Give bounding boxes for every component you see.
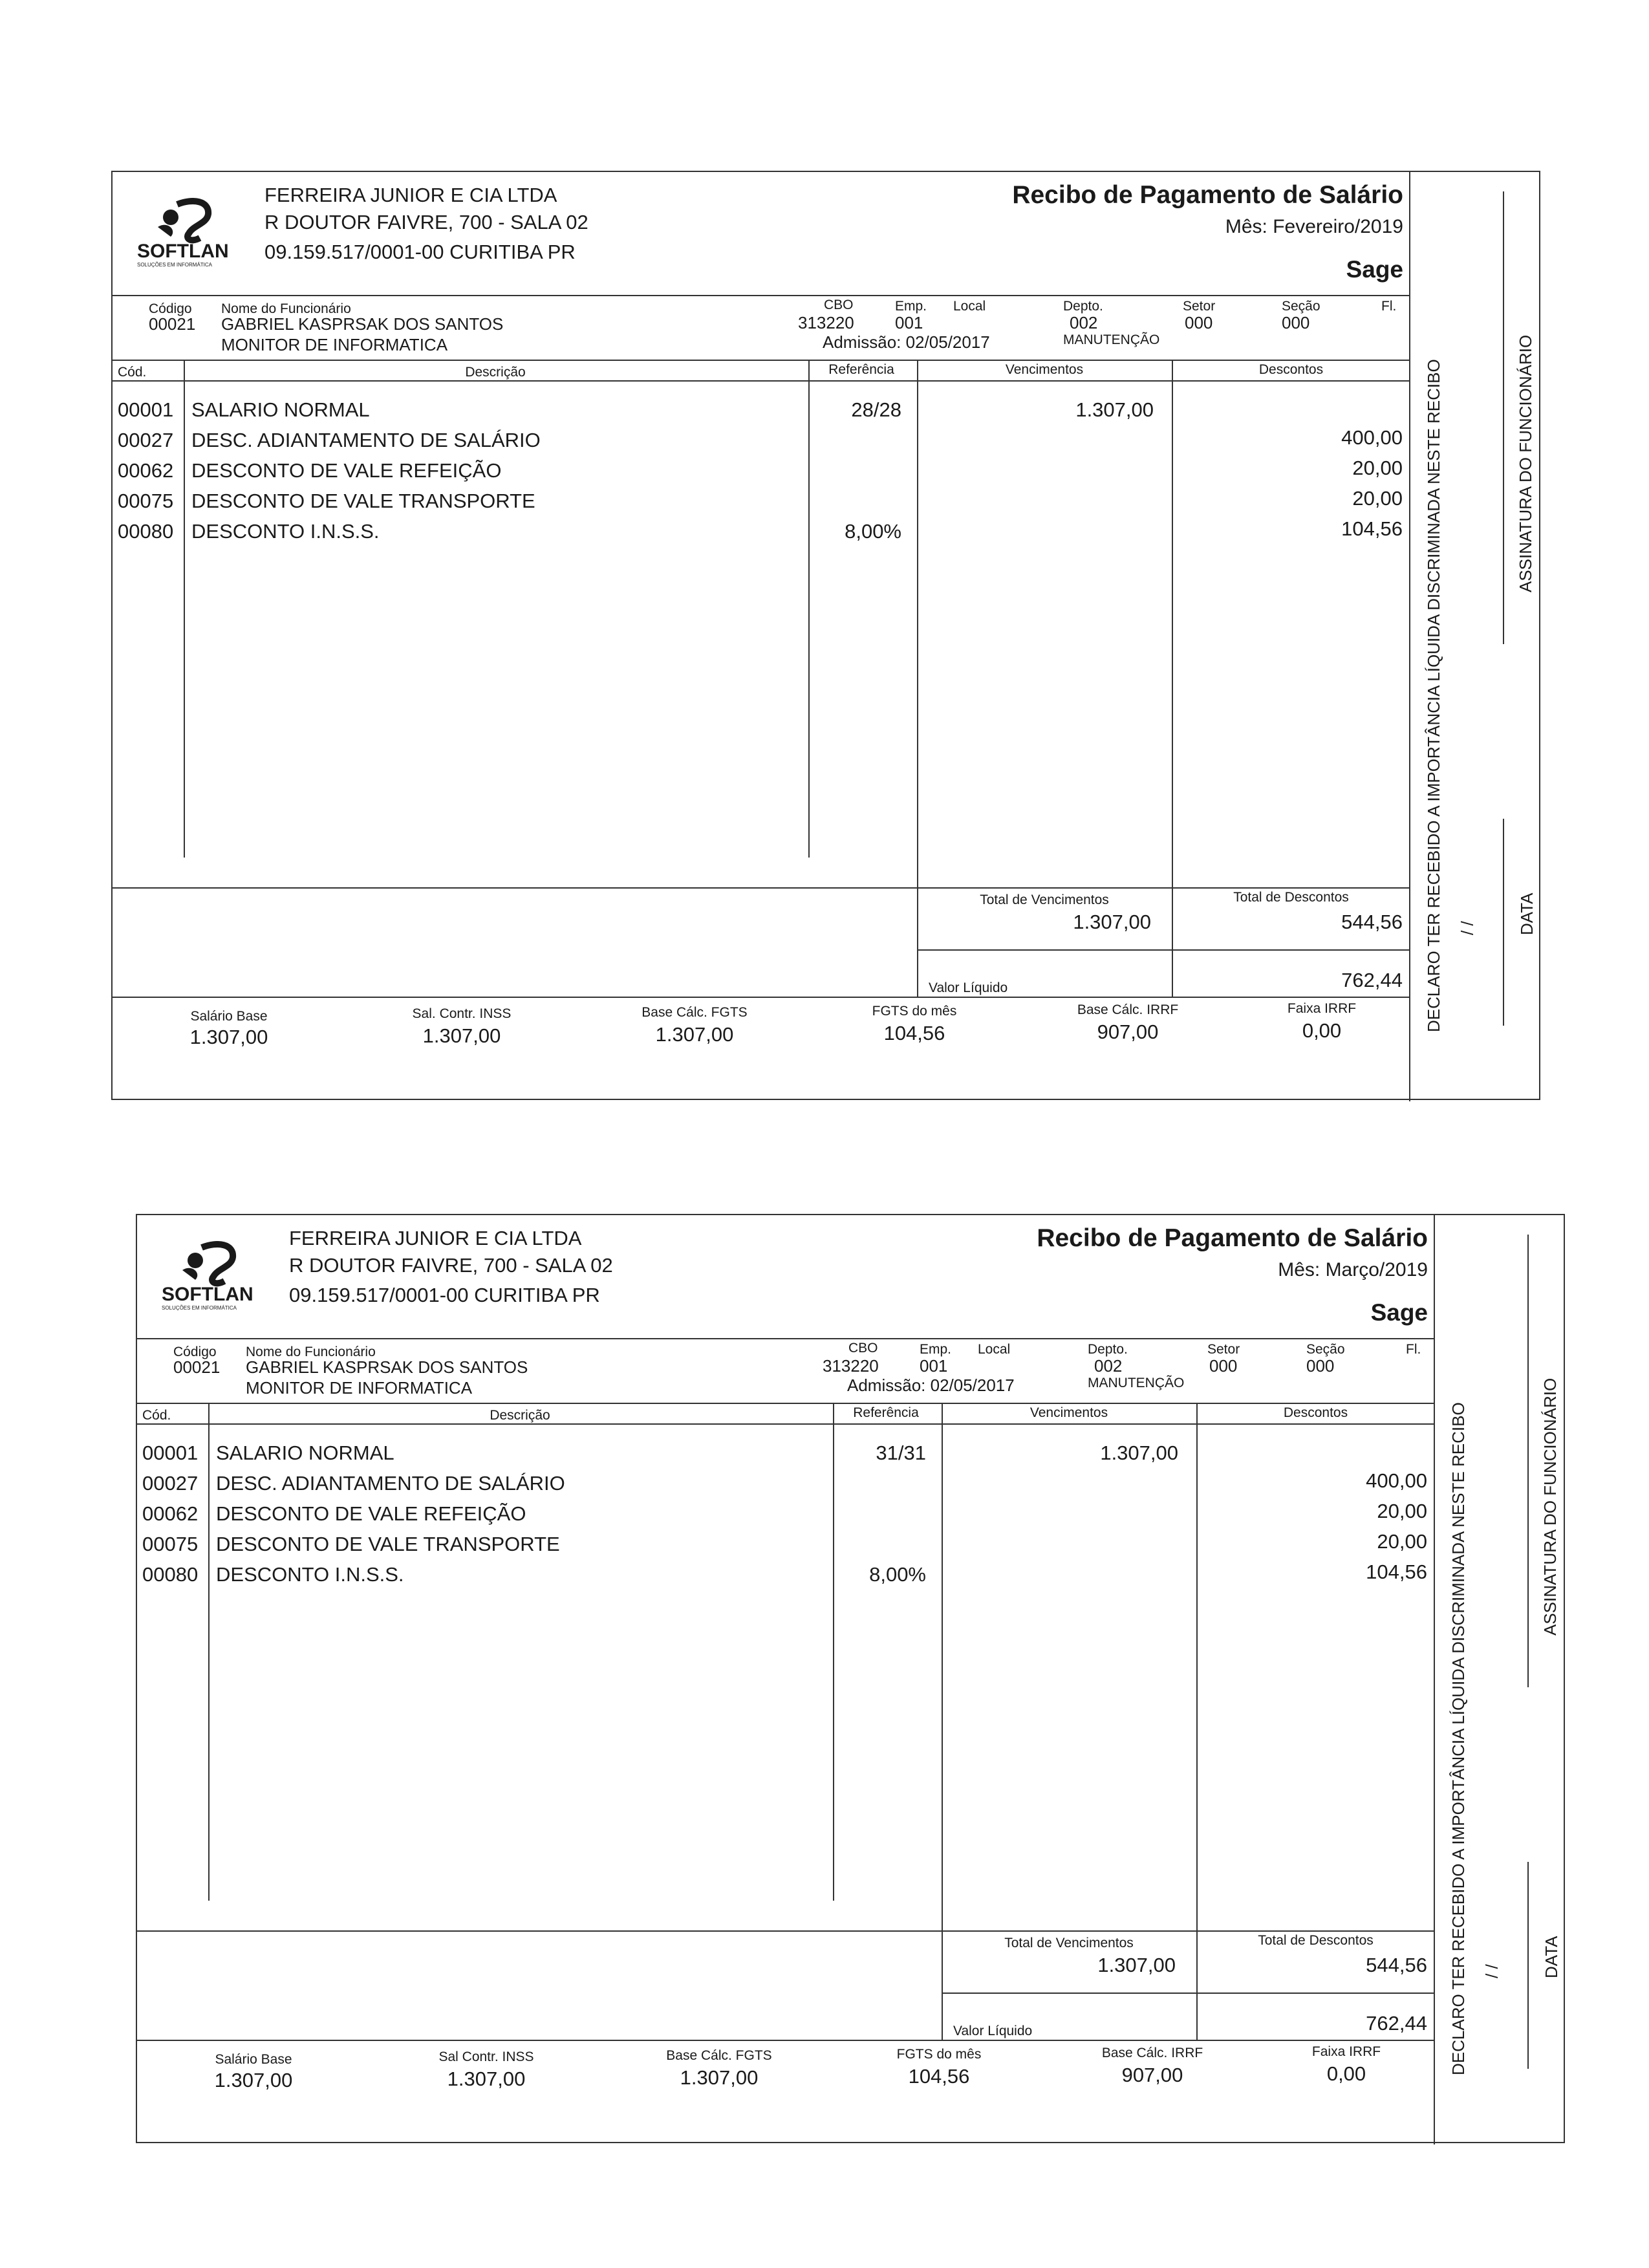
softlan-logo <box>156 1241 273 1312</box>
cbo-label: CBO <box>848 1341 878 1355</box>
svg-text:SOLUÇÕES EM INFORMÁTICA: SOLUÇÕES EM INFORMÁTICA <box>162 1305 237 1311</box>
salario-base-label: Salário Base <box>215 2052 292 2067</box>
item-description: DESCONTO DE VALE TRANSPORTE <box>191 490 535 512</box>
employee-role: MONITOR DE INFORMATICA <box>221 335 448 354</box>
fgts-base-label: Base Cálc. FGTS <box>641 1005 748 1020</box>
faixa-irrf-label: Faixa IRRF <box>1311 2044 1381 2059</box>
item-code: 00075 <box>142 1533 199 1555</box>
item-desconto: 104,56 <box>1366 1561 1427 1583</box>
inss-base-label: Sal. Contr. INSS <box>412 1006 512 1021</box>
col-cod-header: Cód. <box>118 365 147 380</box>
date-slashes: / / <box>1482 1964 1502 1978</box>
employee-signature-label: ASSINATURA DO FUNCIONÁRIO <box>1540 1377 1560 1636</box>
local-label: Local <box>953 299 986 314</box>
col-ref-header: Referência <box>828 362 894 377</box>
company-address: R DOUTOR FAIVRE, 700 - SALA 02 <box>264 211 588 233</box>
emp-value: 001 <box>895 313 923 332</box>
inss-base-value: 1.307,00 <box>447 2068 526 2090</box>
item-code: 00027 <box>142 1472 199 1495</box>
faixa-irrf-value: 0,00 <box>1302 1019 1342 1042</box>
depto-value: 002 <box>1070 313 1098 332</box>
salario-base-value: 1.307,00 <box>214 2069 293 2091</box>
company-name: FERREIRA JUNIOR E CIA LTDA <box>264 184 557 206</box>
depto-value: 002 <box>1094 1356 1123 1376</box>
fgts-base-value: 1.307,00 <box>680 2066 759 2089</box>
reference-month: Mês: Março/2019 <box>1278 1259 1428 1280</box>
col-descontos-header: Descontos <box>1258 362 1324 377</box>
depto-label: Depto. <box>1063 299 1103 314</box>
emp-label: Emp. <box>895 299 927 314</box>
item-vencimento: 1.307,00 <box>1075 398 1154 421</box>
svg-text:SOFTLAN: SOFTLAN <box>137 241 229 262</box>
employee-code: 00021 <box>173 1357 221 1377</box>
item-description: DESCONTO I.N.S.S. <box>216 1563 404 1586</box>
item-code: 00062 <box>118 459 174 482</box>
depto-label: Depto. <box>1088 1342 1128 1357</box>
item-reference: 31/31 <box>876 1442 926 1464</box>
admission-date: Admissão: 02/05/2017 <box>823 332 990 352</box>
salario-base-label: Salário Base <box>190 1009 268 1024</box>
sage-brand: Sage <box>1370 1299 1428 1326</box>
fgts-base-value: 1.307,00 <box>655 1023 734 1046</box>
total-desc-label: Total de Descontos <box>1258 1933 1374 1948</box>
item-reference: 8,00% <box>845 520 901 543</box>
item-code: 00080 <box>118 520 174 543</box>
item-desconto: 20,00 <box>1352 457 1403 479</box>
item-description: DESCONTO DE VALE TRANSPORTE <box>216 1533 560 1555</box>
item-code: 00075 <box>118 490 174 512</box>
irrf-base-label: Base Cálc. IRRF <box>1077 1002 1179 1017</box>
valor-liquido-value: 762,44 <box>1341 969 1403 991</box>
payslip-february <box>111 171 1540 1100</box>
secao-label: Seção <box>1282 299 1320 314</box>
fgts-mes-label: FGTS do mês <box>872 1004 957 1019</box>
item-code: 00001 <box>118 398 174 421</box>
irrf-base-value: 907,00 <box>1097 1021 1159 1043</box>
total-desc-value: 544,56 <box>1341 911 1403 933</box>
secao-label: Seção <box>1306 1342 1345 1357</box>
depto-name: MANUTENÇÃO <box>1088 1376 1185 1390</box>
code-label: Código <box>173 1345 217 1359</box>
date-label: DATA <box>1517 892 1536 935</box>
item-desconto: 400,00 <box>1341 426 1403 449</box>
svg-text:SOLUÇÕES EM INFORMÁTICA: SOLUÇÕES EM INFORMÁTICA <box>137 262 213 268</box>
item-code: 00027 <box>118 429 174 451</box>
employee-name-label: Nome do Funcionário <box>221 301 351 316</box>
receipt-title: Recibo de Pagamento de Salário <box>1012 181 1403 209</box>
irrf-base-label: Base Cálc. IRRF <box>1101 2046 1203 2060</box>
item-code: 00062 <box>142 1502 199 1525</box>
emp-label: Emp. <box>920 1342 952 1357</box>
employee-signature-label: ASSINATURA DO FUNCIONÁRIO <box>1516 334 1535 592</box>
secao-value: 000 <box>1282 313 1310 332</box>
total-desc-value: 544,56 <box>1366 1954 1427 1976</box>
total-venc-label: Total de Vencimentos <box>1004 1936 1134 1950</box>
date-label: DATA <box>1542 1936 1561 1978</box>
item-desconto: 20,00 <box>1377 1500 1427 1522</box>
fgts-base-label: Base Cálc. FGTS <box>666 2048 772 2063</box>
company-cnpj-city: 09.159.517/0001-00 CURITIBA PR <box>264 241 576 263</box>
item-desconto: 20,00 <box>1377 1530 1427 1553</box>
employee-name-label: Nome do Funcionário <box>246 1345 376 1359</box>
item-reference: 28/28 <box>851 398 901 421</box>
receipt-declaration: DECLARO TER RECEBIDO A IMPORTÂNCIA LÍQUIDA DISCRIMINADA NESTE RECIBO <box>1424 359 1443 1032</box>
item-code: 00001 <box>142 1442 199 1464</box>
salario-base-value: 1.307,00 <box>189 1026 268 1048</box>
item-description: SALARIO NORMAL <box>216 1442 394 1464</box>
col-cod-header: Cód. <box>142 1408 171 1423</box>
code-label: Código <box>149 301 192 316</box>
col-desc-header: Descrição <box>490 1408 550 1423</box>
item-description: DESCONTO I.N.S.S. <box>191 520 380 543</box>
depto-name: MANUTENÇÃO <box>1063 332 1160 347</box>
employee-code: 00021 <box>149 314 196 334</box>
employee-name: GABRIEL KASPRSAK DOS SANTOS <box>246 1357 528 1377</box>
item-description: DESCONTO DE VALE REFEIÇÃO <box>216 1502 526 1525</box>
fl-label: Fl. <box>1381 299 1397 314</box>
valor-liquido-label: Valor Líquido <box>953 2024 1033 2038</box>
inss-base-value: 1.307,00 <box>422 1024 501 1047</box>
item-description: DESC. ADIANTAMENTO DE SALÁRIO <box>216 1472 565 1495</box>
svg-text:SOFTLAN: SOFTLAN <box>162 1284 253 1305</box>
company-name: FERREIRA JUNIOR E CIA LTDA <box>289 1227 582 1249</box>
employee-name: GABRIEL KASPRSAK DOS SANTOS <box>221 314 504 334</box>
sage-brand: Sage <box>1346 256 1403 283</box>
item-reference: 8,00% <box>869 1563 926 1586</box>
total-desc-label: Total de Descontos <box>1233 890 1349 905</box>
item-desconto: 400,00 <box>1366 1469 1427 1492</box>
employee-role: MONITOR DE INFORMATICA <box>246 1378 473 1398</box>
cbo-value: 313220 <box>798 313 854 332</box>
fgts-mes-label: FGTS do mês <box>896 2047 982 2062</box>
total-venc-value: 1.307,00 <box>1097 1954 1176 1976</box>
admission-date: Admissão: 02/05/2017 <box>847 1376 1015 1395</box>
irrf-base-value: 907,00 <box>1121 2064 1183 2086</box>
faixa-irrf-value: 0,00 <box>1326 2062 1366 2085</box>
total-venc-label: Total de Vencimentos <box>980 892 1109 907</box>
reference-month: Mês: Fevereiro/2019 <box>1225 216 1403 237</box>
receipt-declaration: DECLARO TER RECEBIDO A IMPORTÂNCIA LÍQUIDA DISCRIMINADA NESTE RECIBO <box>1449 1402 1468 2075</box>
setor-label: Setor <box>1207 1342 1240 1357</box>
valor-liquido-label: Valor Líquido <box>929 980 1008 995</box>
setor-value: 000 <box>1209 1356 1238 1376</box>
total-venc-value: 1.307,00 <box>1073 911 1151 933</box>
fgts-mes-value: 104,56 <box>883 1022 945 1044</box>
fl-label: Fl. <box>1406 1342 1421 1357</box>
valor-liquido-value: 762,44 <box>1366 2012 1427 2035</box>
item-code: 00080 <box>142 1563 199 1586</box>
cbo-label: CBO <box>824 297 854 312</box>
fgts-mes-value: 104,56 <box>908 2065 970 2088</box>
softlan-logo <box>132 198 248 269</box>
inss-base-label: Sal Contr. INSS <box>438 2049 534 2064</box>
col-descontos-header: Descontos <box>1283 1405 1348 1420</box>
company-cnpj-city: 09.159.517/0001-00 CURITIBA PR <box>289 1284 600 1306</box>
item-vencimento: 1.307,00 <box>1100 1442 1178 1464</box>
col-ref-header: Referência <box>853 1405 919 1420</box>
company-address: R DOUTOR FAIVRE, 700 - SALA 02 <box>289 1254 613 1277</box>
emp-value: 001 <box>920 1356 948 1376</box>
item-description: DESC. ADIANTAMENTO DE SALÁRIO <box>191 429 541 451</box>
col-venc-header: Vencimentos <box>1005 362 1084 377</box>
secao-value: 000 <box>1306 1356 1335 1376</box>
col-venc-header: Vencimentos <box>1029 1405 1108 1420</box>
faixa-irrf-label: Faixa IRRF <box>1287 1001 1357 1016</box>
cbo-value: 313220 <box>823 1356 879 1376</box>
payslip-march <box>136 1214 1565 2143</box>
item-description: DESCONTO DE VALE REFEIÇÃO <box>191 459 502 482</box>
receipt-title: Recibo de Pagamento de Salário <box>1037 1224 1428 1252</box>
setor-value: 000 <box>1185 313 1213 332</box>
col-desc-header: Descrição <box>465 365 526 380</box>
setor-label: Setor <box>1183 299 1216 314</box>
local-label: Local <box>978 1342 1011 1357</box>
date-slashes: / / <box>1458 921 1477 935</box>
item-desconto: 20,00 <box>1352 487 1403 510</box>
item-description: SALARIO NORMAL <box>191 398 370 421</box>
item-desconto: 104,56 <box>1341 517 1403 540</box>
